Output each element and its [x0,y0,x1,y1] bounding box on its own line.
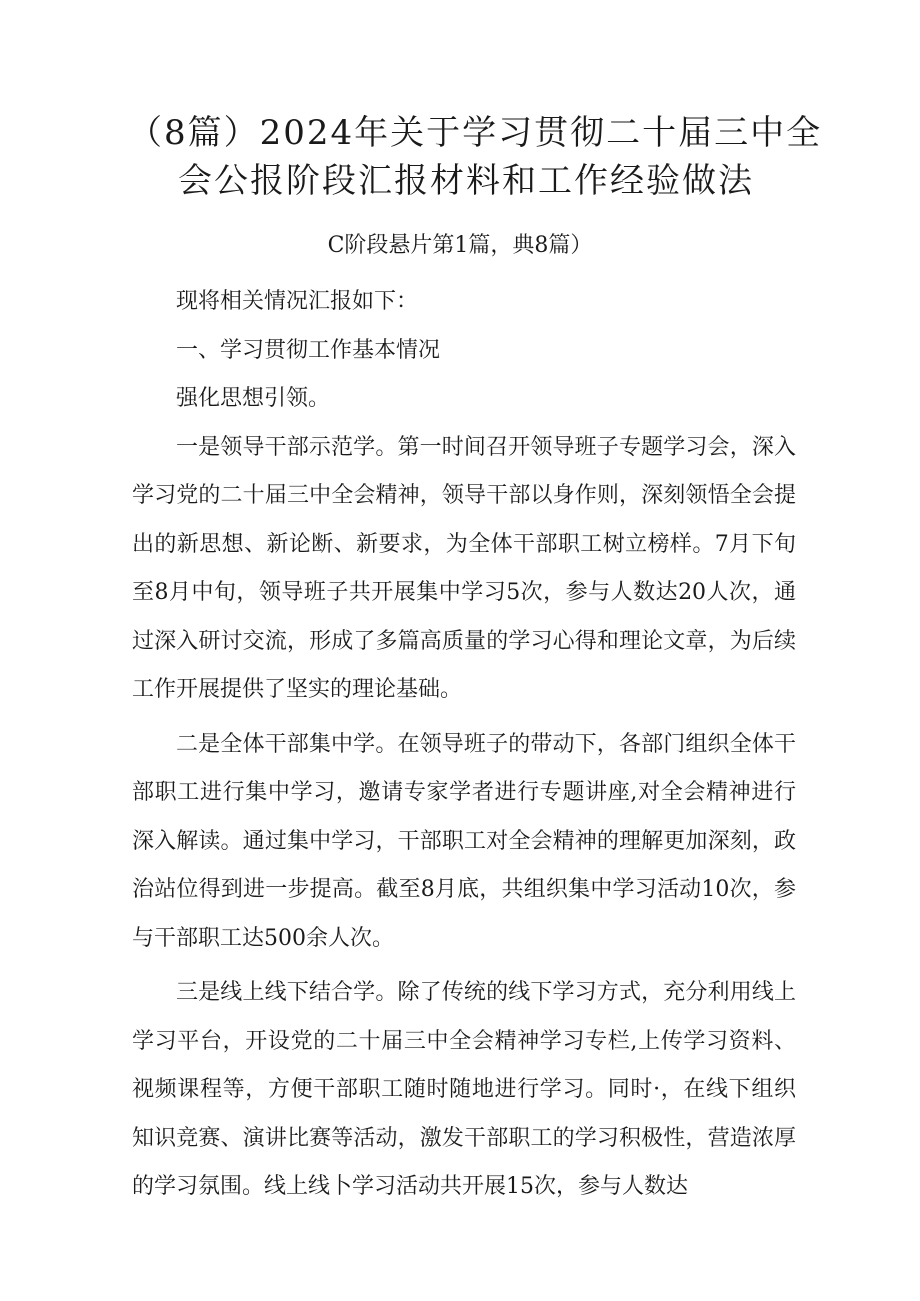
section-heading: 一、学习贯彻工作基本情况 [176,337,441,363]
document-title-line-1: （8篇）2024年关于学习贯彻二十届三中全 [128,113,823,153]
paragraph-leaders-study: 一是领导干部示范学。第一时间召开领导班子专题学习会，深入学习党的二十届三中全会精神，领导干部以身作则，深刻领悟全会提出的新思想、新论断、新要求，为全体干部职工树立榜样。7月下旬至8月中旬，领导班子共开展集中学习5次，参与人数达20人次，通过深入研讨交流，形成了多篇高质量的学习心得和理论文章，为后续工作开展提供了坚实的理论基础。 [132,434,796,702]
document-body [132,278,796,1212]
paragraph-online-offline-study: 三是线上线下结合学。除了传统的线下学习方式，充分利用线上学习平台，开设党的二十届三中全会精神学习专栏,上传学习资料、视频课程等，方便干部职工随时随地进行学习。同时·，在线下组织知识竞赛、演讲比赛等活动，激发干部职工的学习积极性，营造浓厚的学习氛围。线上线卜学习活动共开展15次，参与人数达 [132,980,796,1199]
subsection-heading: 强化思想引领。 [176,386,331,411]
document-subtitle: C阶段悬片第1篇，典8篇） [327,233,593,258]
paragraph-intro: 现将相关情况汇报如下： [176,289,419,314]
document-title-line-2: 会公报阶段汇报材料和工作经验做法 [178,161,754,201]
paragraph-collective-study: 二是全体干部集中学。在领导班子的带动下，各部门组织全体干部职工进行集中学习，邀请专家学者进行专题讲座,对全会精神进行深入解读。通过集中学习，干部职工对全会精神的理解更加深刻，政治站位得到进一步提高。截至8月底，共组织集中学习活动10次，参与干部职工达500余人次。 [132,731,796,951]
